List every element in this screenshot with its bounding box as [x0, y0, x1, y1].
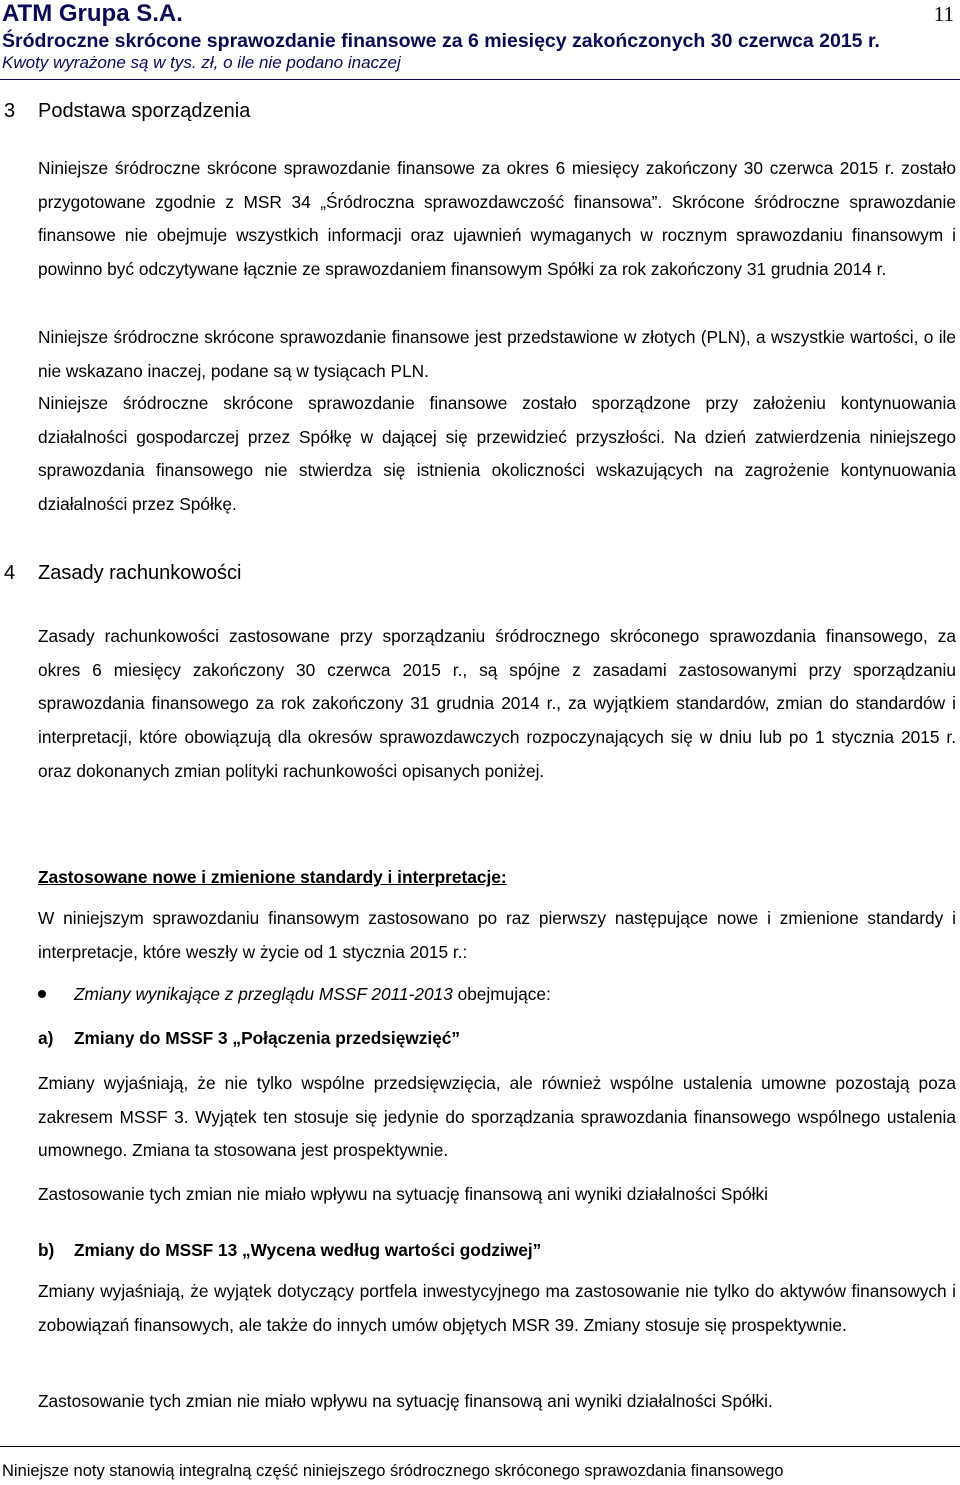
section-title: Podstawa sporządzenia	[38, 100, 251, 122]
standards-subheading: Zastosowane nowe i zmienione standardy i interpretacje:	[38, 867, 507, 887]
section-4-heading	[4, 562, 241, 585]
footer-divider	[0, 1446, 960, 1447]
bullet-text: obejmujące:	[452, 984, 551, 1004]
section-3-paragraph-2: Niniejsze śródroczne skrócone sprawozdanie finansowe jest przedstawione w złotych (PLN), a wszystkie wartości, o ile nie wskazano inaczej, podane są w tysiącach PLN.	[38, 327, 956, 381]
header-divider	[0, 79, 960, 80]
amendment-b-paragraph-2: Zastosowanie tych zmian nie miało wpływu na sytuację finansową ani wyniki działalności Spółki.	[38, 1391, 773, 1411]
amendment-a-paragraph-1: Zmiany wyjaśniają, że nie tylko wspólne przedsięwzięcia, ale również wspólne ustalenia umowne pozostają poza zakresem MSSF 3. Wyjątek ten stosuje się jedynie do sporządzania sprawozdania finansowego wspólnego ustalenia umownego. Zmiana ta stosowana jest prospektywnie.	[38, 1073, 956, 1161]
section-4-paragraph-1: Zasady rachunkowości zastosowane przy sporządzaniu śródrocznego skróconego sprawozdania finansowego, za okres 6 miesięcy zakończony 30 czerwca 2015 r., są spójne z zasadami zastosowanymi przy sporządzaniu sprawozdania finansowego za rok zakończony 31 grudnia 2014 r., za wyjątkiem standardów, zmian do standardów i interpretacji, które obowiązują dla okresów sprawozdawczych rozpoczynających się w dniu lub po 1 stycznia 2015 r. oraz dokonanych zmian polityki rachunkowości opisanych poniżej.	[38, 626, 956, 781]
item-letter: b)	[38, 1240, 55, 1260]
amendment-b-paragraph-1: Zmiany wyjaśniają, że wyjątek dotyczący portfela inwestycyjnego ma zastosowanie nie tylko do aktywów finansowych i zobowiązań finansowych, ale także do innych umów objętych MSR 39. Zmiany stosuje się prospektywnie.	[38, 1281, 956, 1335]
amendment-a-paragraph-2: Zastosowanie tych zmian nie miało wpływu na sytuację finansową ani wyniki działalności Spółki	[38, 1184, 768, 1204]
item-title: Zmiany do MSSF 3 „Połączenia przedsięwzięć”	[74, 1028, 461, 1048]
units-note: Kwoty wyrażone są w tys. zł, o ile nie podano inaczej	[2, 53, 401, 72]
section-number: 3	[4, 100, 16, 122]
section-3-paragraph-1: Niniejsze śródroczne skrócone sprawozdanie finansowe za okres 6 miesięcy zakończony 30 czerwca 2015 r. zostało przygotowane zgodnie z MSR 34 „Śródroczna sprawozdawczość finansowa”. Skrócone śródroczne sprawozdanie finansowe nie obejmuje wszystkich informacji oraz ujawnień wymaganych w rocznym sprawozdaniu finansowym i powinno być odczytywane łącznie ze sprawozdaniem finansowym Spółki za rok zakończony 31 grudnia 2014 r.	[38, 158, 956, 280]
list-item	[38, 984, 551, 1005]
report-subtitle: Śródroczne skrócone sprawozdanie finansowe za 6 miesięcy zakończonych 30 czerwca 2015 r.	[2, 30, 880, 52]
bullet-icon	[38, 990, 46, 998]
amendment-a-heading	[38, 1028, 460, 1049]
bullet-italic-text: Zmiany wynikające z przeglądu MSSF 2011-2013	[74, 984, 453, 1004]
amendment-b-heading	[38, 1240, 541, 1261]
section-title: Zasady rachunkowości	[38, 562, 242, 584]
section-3-heading	[4, 100, 250, 123]
footer-note: Niniejsze noty stanowią integralną część niniejszego śródrocznego skróconego sprawozdania finansowego	[2, 1462, 784, 1480]
item-letter: a)	[38, 1028, 54, 1048]
item-title: Zmiany do MSSF 13 „Wycena według wartości godziwej”	[74, 1240, 542, 1260]
company-name: ATM Grupa S.A.	[2, 0, 183, 27]
page-number: 11	[933, 2, 954, 26]
section-number: 4	[4, 562, 16, 584]
standards-intro-paragraph: W niniejszym sprawozdaniu finansowym zastosowano po raz pierwszy następujące nowe i zmienione standardy i interpretacje, które weszły w życie od 1 stycznia 2015 r.:	[38, 908, 956, 962]
section-3-paragraph-3: Niniejsze śródroczne skrócone sprawozdanie finansowe zostało sporządzone przy założeniu kontynuowania działalności gospodarczej przez Spółkę w dającej się przewidzieć przyszłości. Na dzień zatwierdzenia niniejszego sprawozdania finansowego nie stwierdza się istnienia okoliczności wskazujących na zagrożenie kontynuowania działalności przez Spółkę.	[38, 393, 956, 515]
